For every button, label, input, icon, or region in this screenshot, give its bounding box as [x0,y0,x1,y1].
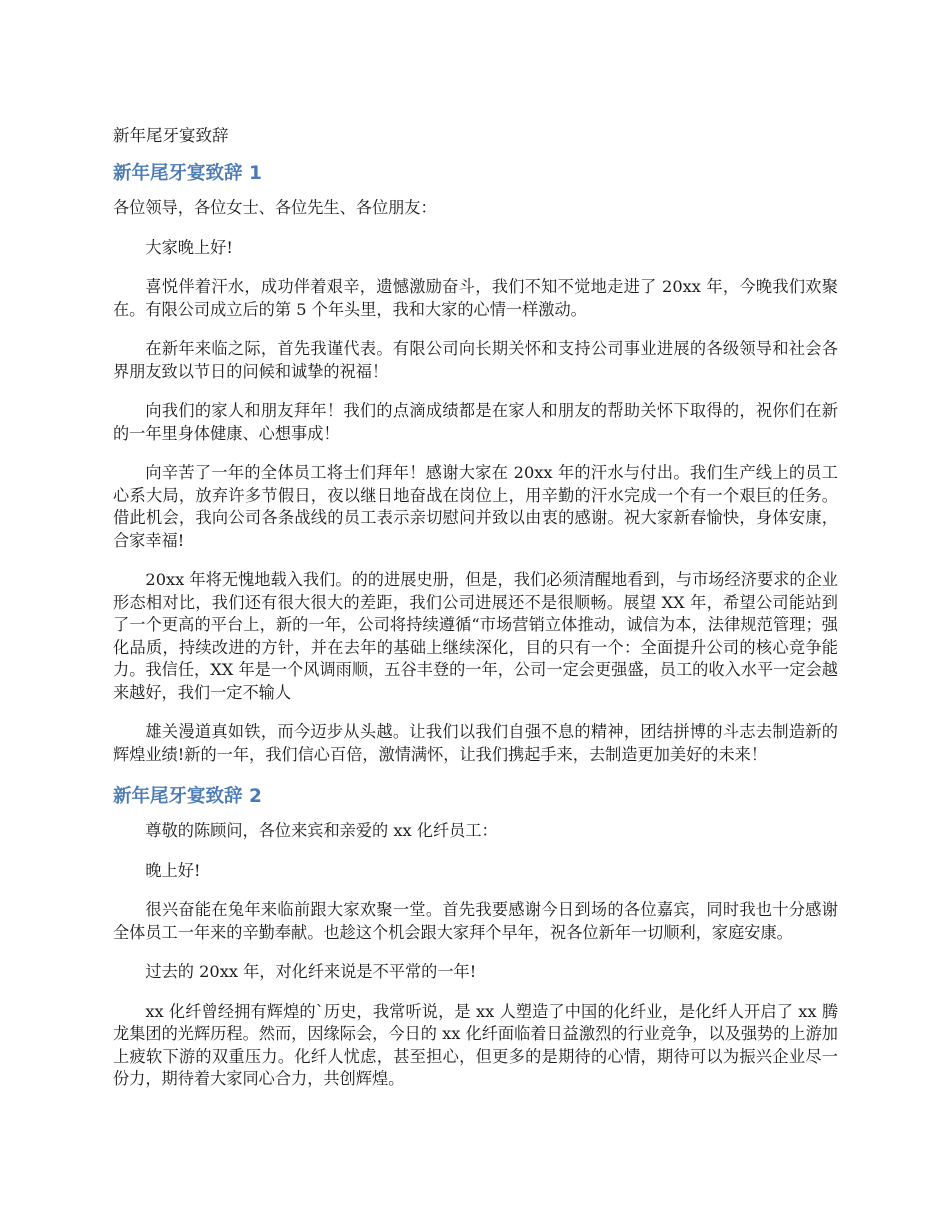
section-1 [113,160,838,766]
document-title: 新年尾牙宴致辞 [113,126,229,145]
paragraph: 喜悦伴着汗水，成功伴着艰辛，遗憾激励奋斗，我们不知不觉地走进了 20xx 年，今晚我们欢聚在。有限公司成立后的第 5 个年头里，我和大家的心情一样激动。 [113,277,838,319]
paragraph: 很兴奋能在兔年来临前跟大家欢聚一堂。首先我要感谢今日到场的各位嘉宾，同时我也十分感谢全体员工一年来的辛勤奉献。也趁这个机会跟大家拜个早年，祝各位新年一切顺利，家庭安康。 [113,900,838,942]
section-2 [113,783,838,1091]
paragraph: 雄关漫道真如铁，而今迈步从头越。让我们以我们自强不息的精神，团结拼博的斗志去制造新的辉煌业绩!新的一年，我们信心百倍，激情满怀，让我们携起手来，去制造更加美好的未来！ [113,722,838,764]
paragraph: 大家晚上好! [145,237,233,257]
paragraph: 在新年来临之际，首先我谨代表。有限公司向长期关怀和支持公司事业进展的各级领导和社会各界朋友致以节日的问候和诚挚的祝福！ [113,339,838,381]
paragraph: 向辛苦了一年的全体员工将士们拜年！感谢大家在 20xx 年的汗水与付出。我们生产线上的员工心系大局，放弃许多节假日，夜以继日地奋战在岗位上，用辛勤的汗水完成一个有一个艰巨的任务。借此机会，我向公司各条战线的员工表示亲切慰问并致以由衷的感谢。祝大家新春愉快，身体安康，合家幸福! [113,463,838,550]
section-heading: 新年尾牙宴致辞 1 [113,163,262,184]
document-page [113,122,838,1108]
paragraph: 各位领导，各位女士、各位先生、各位朋友： [113,198,437,217]
paragraph: 向我们的家人和朋友拜年！我们的点滴成绩都是在家人和朋友的帮助关怀下取得的，祝你们在新的一年里身体健康、心想事成！ [113,401,838,443]
paragraph: 尊敬的陈顾问，各位来宾和亲爱的 xx 化纤员工： [145,821,498,840]
paragraph: 过去的 20xx 年，对化纤来说是不平常的一年! [145,962,477,981]
paragraph: 晚上好! [145,860,201,880]
paragraph: xx 化纤曾经拥有辉煌的`历史，我常听说，是 xx 人塑造了中国的化纤业，是化纤人开启了 xx 腾龙集团的光辉历程。然而，因缘际会，今日的 xx 化纤面临着日益激烈的行业竞争，以及强势的上游加上疲软下游的双重压力。化纤人忧虑，甚至担心，但更多的是期待的心情，期待可以为振兴企业尽一份力，期待着大家同心合力，共创辉煌。 [113,1001,838,1088]
section-heading: 新年尾牙宴致辞 2 [113,786,262,807]
paragraph: 20xx 年将无愧地载入我们。的的进展史册，但是，我们必须清醒地看到，与市场经济要求的企业形态相对比，我们还有很大很大的差距，我们公司进展还不是很顺畅。展望 XX 年，希望公司能站到了一个更高的平台上，新的一年，公司将持续遵循“市场营销立体推动，诚信为本，法律规范管理；强化品质，持续改进的方针，并在去年的基础上继续深化，目的只有一个：全面提升公司的核心竞争能力。我信任，XX 年是一个风调雨顺，五谷丰登的一年，公司一定会更强盛，员工的收入水平一定会越来越好，我们一定不输人 [113,570,838,702]
